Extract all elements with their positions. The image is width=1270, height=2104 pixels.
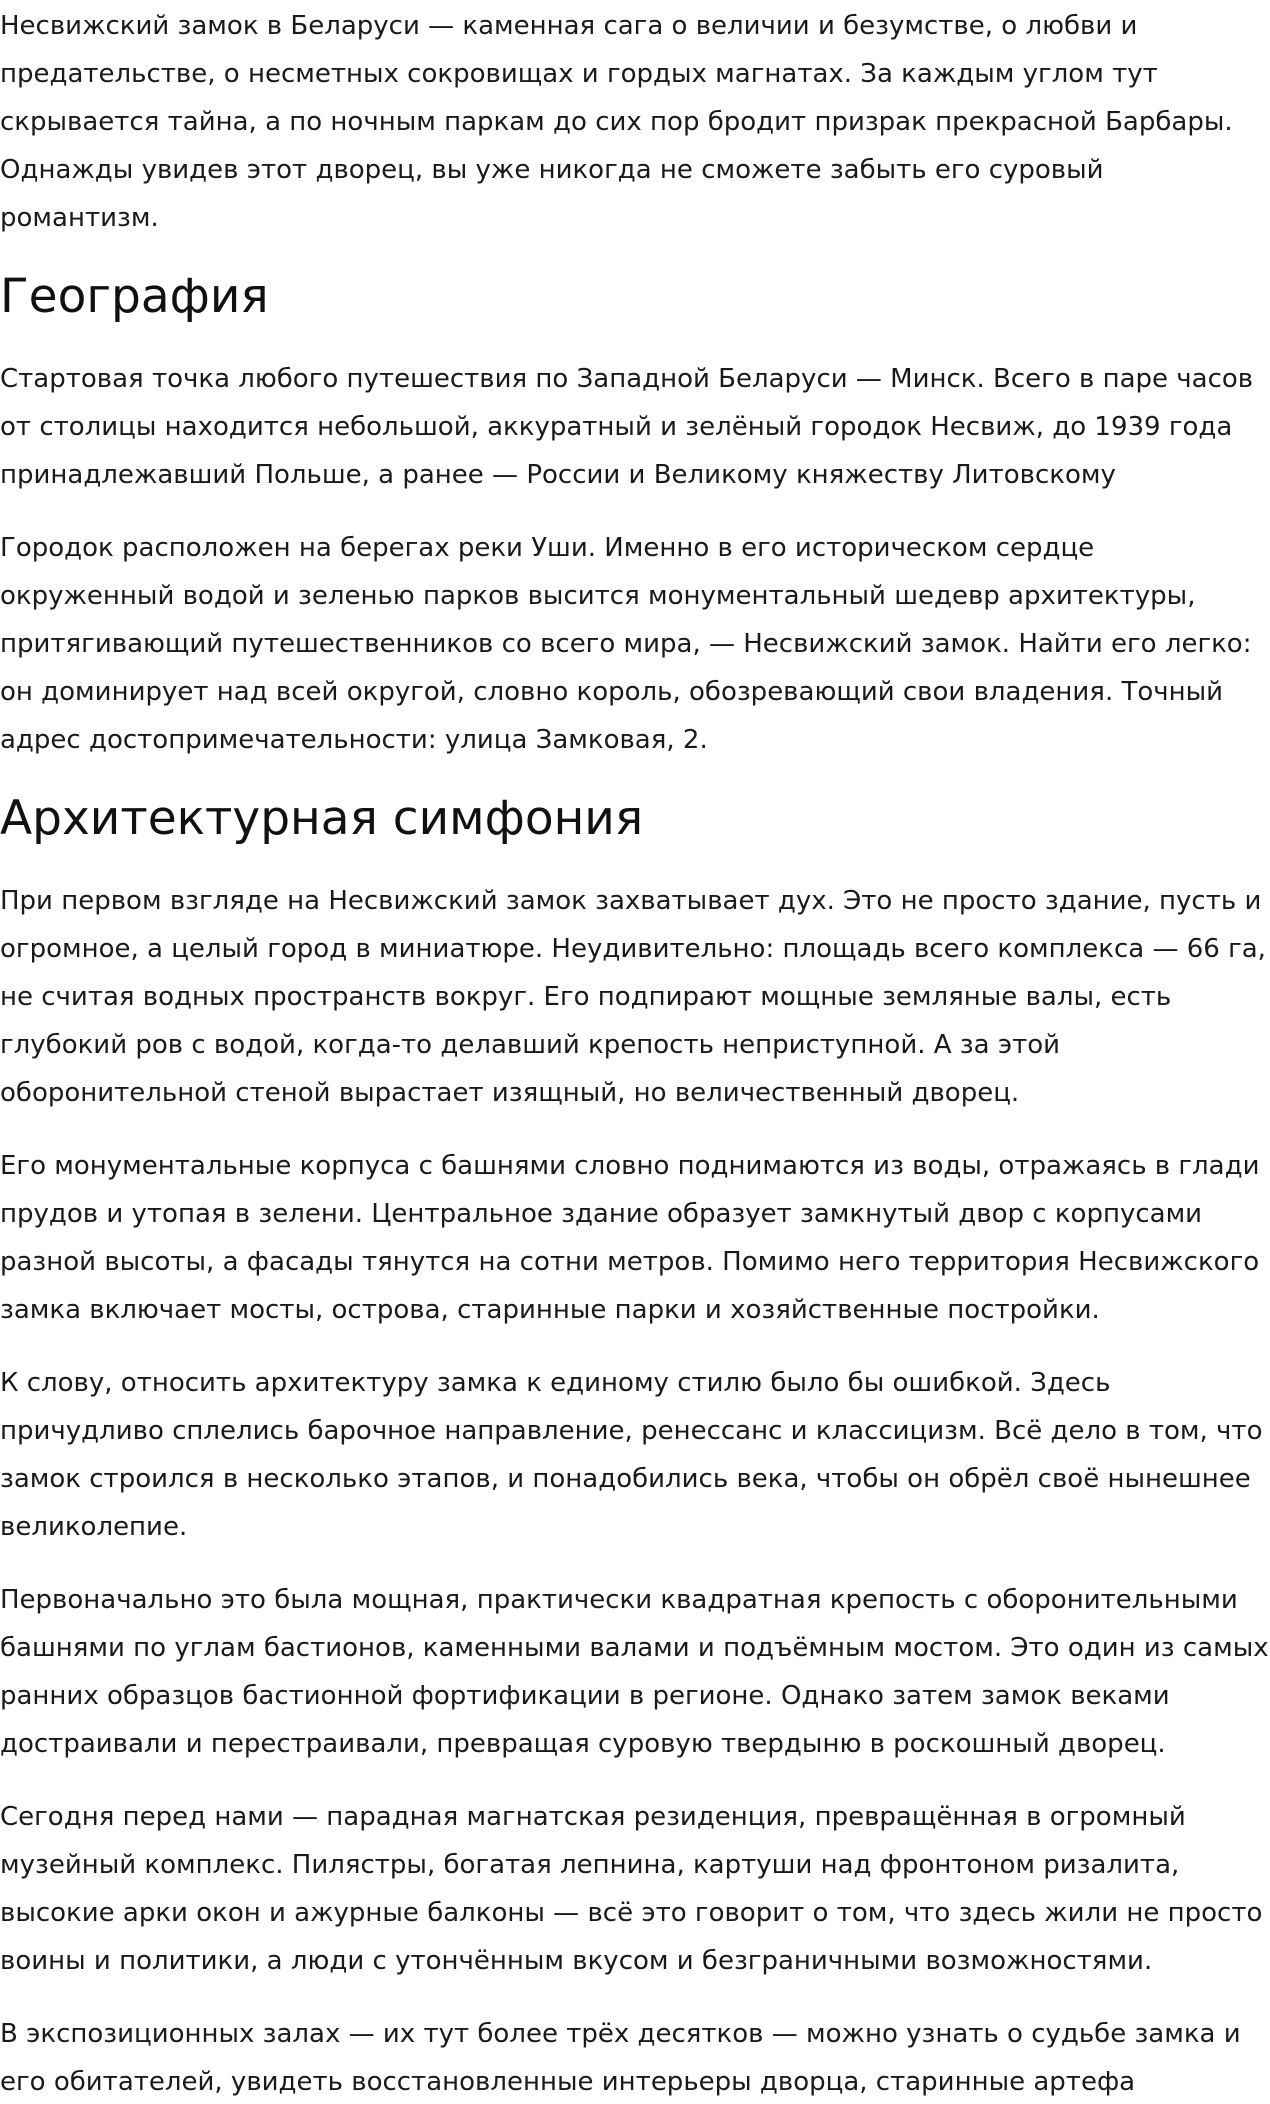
paragraph: При первом взгляде на Несвижский замок захватывает дух. Это не просто здание, пусть и огромное, а целый город в миниатюре. Неудивительно: площадь всего комплекса — 66 га, не считая водных пространств вокруг. Его подпирают мощные земляные валы, есть глубокий ров с водой, когда-то делавший крепость неприступной. А за этой оборонительной стеной вырастает изящный, но величественный дворец. (0, 886, 1266, 1108)
article (0, 2, 1270, 2102)
section-heading-geography: География (0, 269, 269, 324)
paragraph: Стартовая точка любого путешествия по Западной Беларуси — Минск. Всего в паре часов от столицы находится небольшой, аккуратный и зелёный городок Несвиж, до 1939 года принадлежавший Польше, а ранее — России и Великому княжеству Литовскому (0, 364, 1254, 490)
paragraph: Сегодня перед нами — парадная магнатская резиденция, превращённая в огромный музейный комплекс. Пилястры, богатая лепнина, картуши над фронтоном ризалита, высокие арки окон и ажурные балконы — всё это говорит о том, что здесь жили не просто воины и политики, а люди с утончённым вкусом и безграничными возможностями. (0, 1802, 1263, 1976)
paragraph-truncated: В экспозиционных залах — их тут более трёх десятков — можно узнать о судьбе замка и его обитателей, увидеть восстановленные интерьеры дворца, старинные артефа (0, 2019, 1241, 2097)
intro-paragraph: Несвижский замок в Беларуси — каменная сага о величии и безумстве, о любви и предательстве, о несметных сокровищах и гордых магнатах. За каждым углом тут скрывается тайна, а по ночным паркам до сих пор бродит призрак прекрасной Барбары. Однажды увидев этот дворец, вы уже никогда не сможете забыть его суровый романтизм. (0, 11, 1233, 233)
paragraph: Первоначально это была мощная, практически квадратная крепость с оборонительными башнями по углам бастионов, каменными валами и подъёмным мостом. Это один из самых ранних образцов бастионной фортификации в регионе. Однако затем замок веками достраивали и перестраивали, превращая суровую твердыню в роскошный дворец. (0, 1585, 1269, 1759)
paragraph: К слову, относить архитектуру замка к единому стилю было бы ошибкой. Здесь причудливо сплелись барочное направление, ренессанс и классицизм. Всё дело в том, что замок строился в несколько этапов, и понадобились века, чтобы он обрёл своё нынешнее великолепие. (0, 1368, 1263, 1542)
section-heading-architecture: Архитектурная симфония (0, 791, 644, 846)
paragraph: Городок расположен на берегах реки Уши. Именно в его историческом сердце окруженный водой и зеленью парков высится монументальный шедевр архитектуры, притягивающий путешественников со всего мира, — Несвижский замок. Найти его легко: он доминирует над всей округой, словно король, обозревающий свои владения. Точный адрес достопримечательности: улица Замковая, 2. (0, 533, 1252, 755)
paragraph: Его монументальные корпуса с башнями словно поднимаются из воды, отражаясь в глади прудов и утопая в зелени. Центральное здание образует замкнутый двор с корпусами разной высоты, а фасады тянутся на сотни метров. Помимо него территория Несвижского замка включает мосты, острова, старинные парки и хозяйственные постройки. (0, 1151, 1260, 1325)
